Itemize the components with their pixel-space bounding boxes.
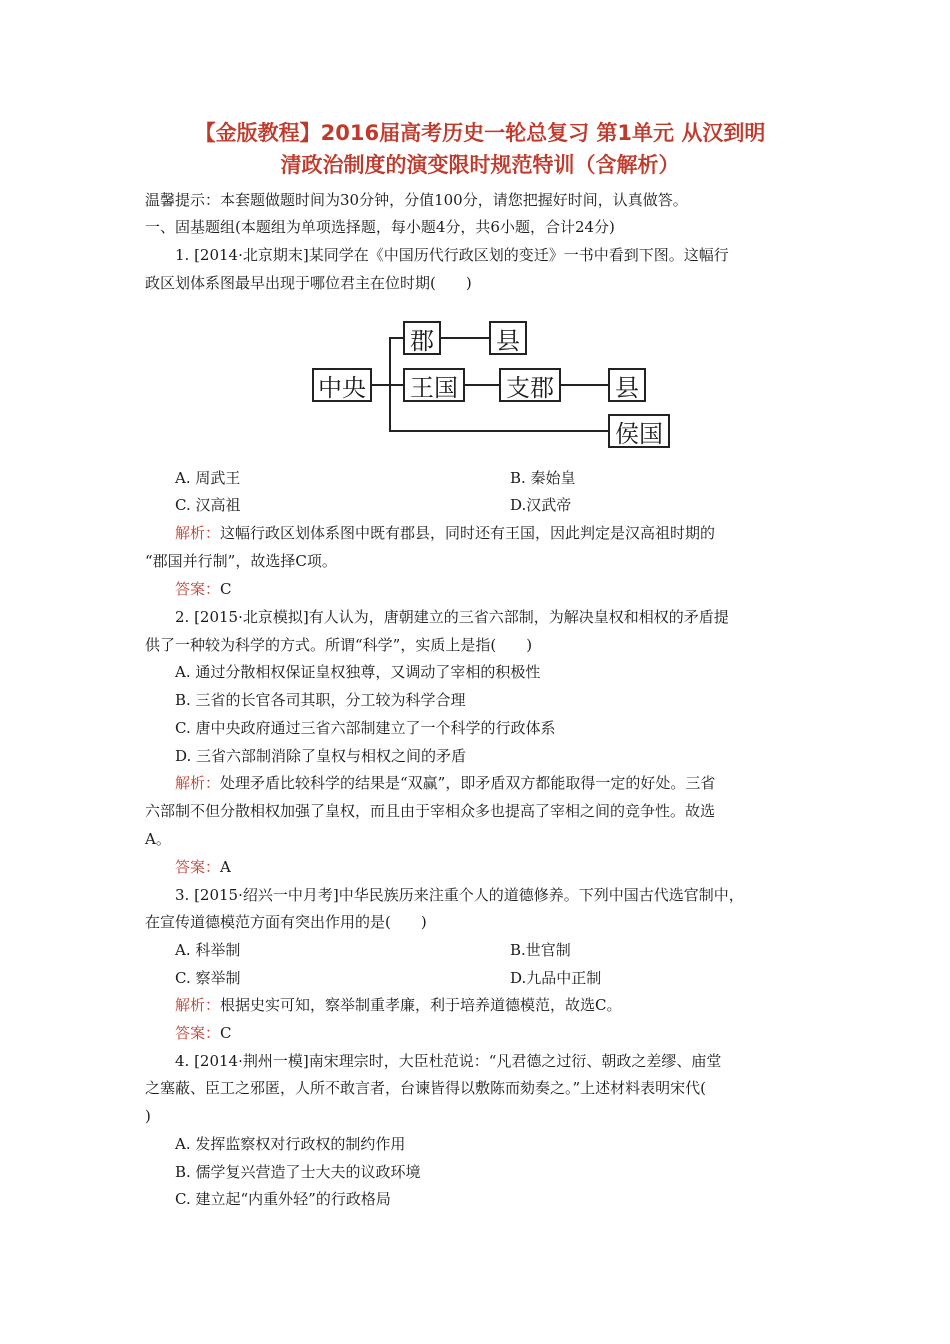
q3-option-b: B.世官制 xyxy=(510,941,571,959)
explanation-text: 这幅行政区划体系图中既有郡县，同时还有王国，因此判定是汉高祖时期的 xyxy=(220,524,716,542)
q2-stem-line-1: 2. [2015·北京模拟]有人认为，唐朝建立的三省六部制，为解决皇权和相权的矛盾提 xyxy=(175,608,729,626)
diagram-connector xyxy=(561,384,608,386)
q3-option-c: C. 察举制 xyxy=(175,969,241,987)
q3-option-d: D.九品中正制 xyxy=(510,969,602,987)
q1-answer xyxy=(175,578,232,600)
admin-division-diagram xyxy=(298,304,688,458)
q2-answer xyxy=(175,856,231,878)
q3-answer xyxy=(175,1022,232,1044)
title-line-1: 【金版教程】2016届高考历史一轮总复习 第1单元 从汉到明 xyxy=(194,121,766,145)
answer-label: 答案： xyxy=(175,580,221,598)
q1-option-d: D.汉武帝 xyxy=(510,496,572,514)
diagram-connector xyxy=(389,430,608,432)
q2-explanation-line-2: 六部制不但分散相权加强了皇权，而且由于宰相众多也提高了宰相之间的竞争性。故选 xyxy=(145,802,716,820)
answer-label: 答案： xyxy=(175,858,221,876)
explanation-label: 解析： xyxy=(175,774,221,792)
diagram-box-zhijun: 支郡 xyxy=(499,368,561,402)
explanation-text: 根据史实可知，察举制重孝廉，利于培养道德模范，故选C。 xyxy=(220,996,622,1014)
q3-option-a: A. 科举制 xyxy=(175,941,241,959)
q4-option-b: B. 儒学复兴营造了士大夫的议政环境 xyxy=(175,1163,421,1181)
explanation-label: 解析： xyxy=(175,524,221,542)
diagram-connector xyxy=(372,384,390,386)
diagram-connector xyxy=(465,384,499,386)
q2-option-b: B. 三省的长官各司其职，分工较为科学合理 xyxy=(175,691,466,709)
q2-option-d: D. 三省六部制消除了皇权与相权之间的矛盾 xyxy=(175,747,467,765)
title-line-2: 清政治制度的演变限时规范特训（含解析） xyxy=(280,153,680,177)
q2-explanation-line-3: A。 xyxy=(145,830,171,848)
q2-explanation-line-1 xyxy=(175,772,715,794)
diagram-box-houguo: 侯国 xyxy=(608,414,670,448)
q1-stem-line-1: 1. [2014·北京期末]某同学在《中国历代行政区划的变迁》一书中看到下图。这幅行 xyxy=(175,246,729,264)
diagram-box-xian-2: 县 xyxy=(608,368,646,402)
q4-option-c: C. 建立起“内重外轻”的行政格局 xyxy=(175,1190,391,1208)
q4-option-a: A. 发挥监察权对行政权的制约作用 xyxy=(175,1135,406,1153)
answer-label: 答案： xyxy=(175,1024,221,1042)
explanation-label: 解析： xyxy=(175,996,221,1014)
q1-stem-line-2: 政区划体系图最早出现于哪位君主在位时期( ) xyxy=(145,274,472,292)
tip-text: 温馨提示：本套题做题时间为30分钟，分值100分，请您把握好时间，认真做答。 xyxy=(145,191,688,209)
diagram-box-xian-1: 县 xyxy=(489,321,527,355)
answer-value: C xyxy=(220,580,232,598)
q4-stem-line-1: 4. [2014·荆州一模]南宋理宗时，大臣杜范说：“凡君德之过衍、朝政之差缪、庙堂 xyxy=(175,1052,722,1070)
answer-value: A xyxy=(220,858,231,876)
q1-option-b: B. 秦始皇 xyxy=(510,469,576,487)
q1-option-a: A. 周武王 xyxy=(175,469,241,487)
q3-stem-line-2: 在宣传道德模范方面有突出作用的是( ) xyxy=(145,913,427,931)
diagram-box-wangguo: 王国 xyxy=(403,368,465,402)
diagram-connector xyxy=(389,337,403,339)
q4-stem-line-2: 之塞蔽、臣工之邪匿，人所不敢言者，台谏皆得以敷陈而劾奏之。”上述材料表明宋代( xyxy=(145,1079,707,1097)
q2-option-a: A. 通过分散相权保证皇权独尊，又调动了宰相的积极性 xyxy=(175,663,541,681)
q3-stem-line-1: 3. [2015·绍兴一中月考]中华民族历来注重个人的道德修养。下列中国古代选官制中， xyxy=(175,886,744,904)
q2-option-c: C. 唐中央政府通过三省六部制建立了一个科学的行政体系 xyxy=(175,719,556,737)
diagram-box-jun: 郡 xyxy=(403,321,441,355)
diagram-connector xyxy=(389,384,403,386)
q1-explanation-line-2: “郡国并行制”，故选择C项。 xyxy=(145,552,337,570)
q1-option-c: C. 汉高祖 xyxy=(175,496,241,514)
q2-stem-line-2: 供了一种较为科学的方式。所谓“科学”，实质上是指( ) xyxy=(145,636,533,654)
q1-explanation-line-1 xyxy=(175,522,715,544)
section-heading: 一、固基题组(本题组为单项选择题，每小题4分，共6小题，合计24分) xyxy=(145,218,615,236)
diagram-connector xyxy=(441,337,489,339)
diagram-box-center: 中央 xyxy=(312,368,372,402)
explanation-text: 处理矛盾比较科学的结果是“双赢”，即矛盾双方都能取得一定的好处。三省 xyxy=(220,774,716,792)
q4-stem-line-3: ) xyxy=(145,1107,151,1125)
answer-value: C xyxy=(220,1024,232,1042)
q3-explanation xyxy=(175,994,622,1016)
